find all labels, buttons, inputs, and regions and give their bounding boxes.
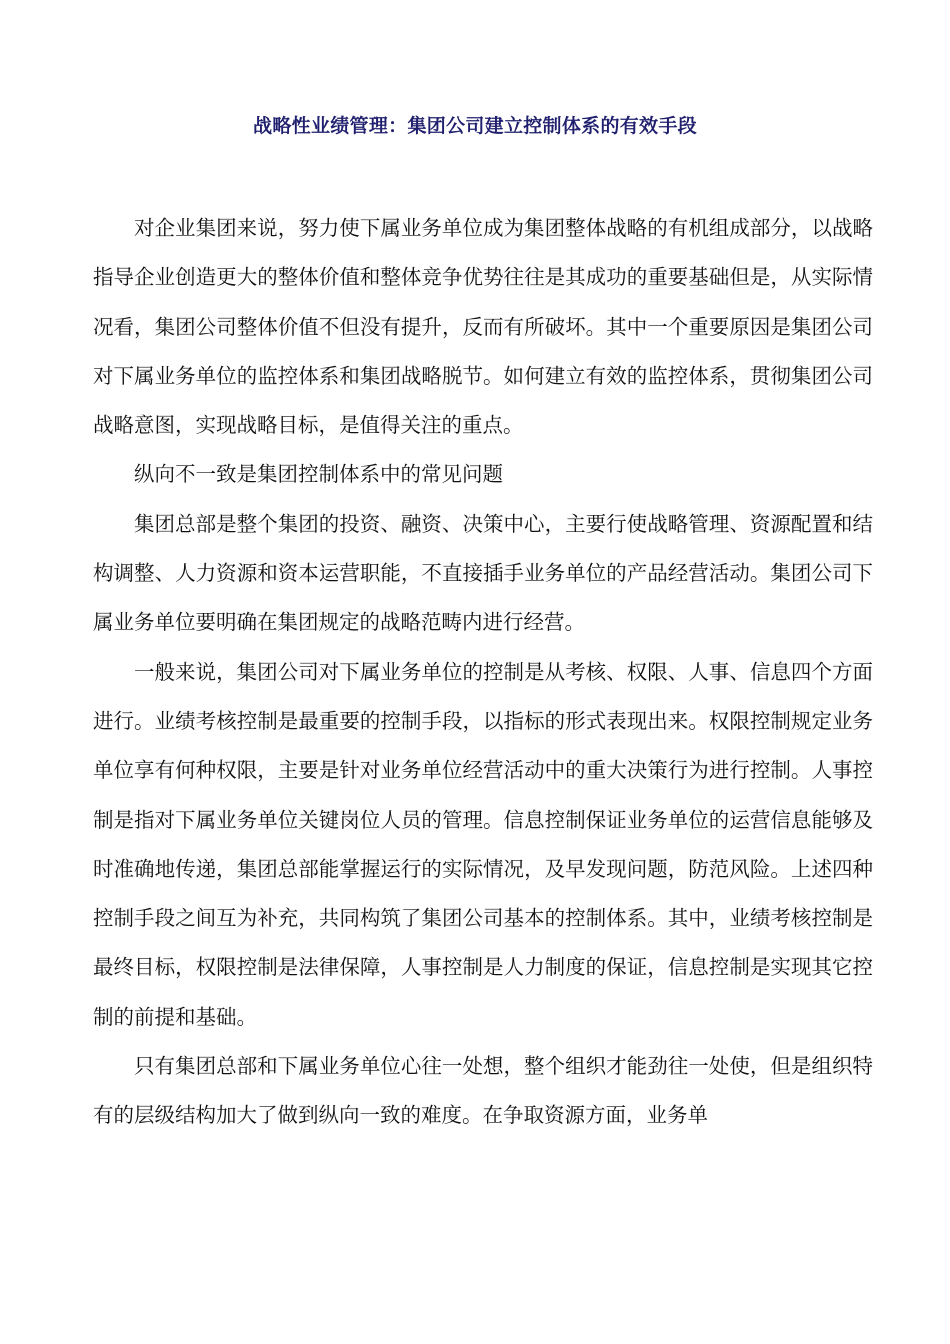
paragraph-subheading: 纵向不一致是集团控制体系中的常见问题 (134, 462, 503, 487)
document-body (93, 204, 873, 1141)
document-title: 战略性业绩管理：集团公司建立控制体系的有效手段 (253, 115, 697, 137)
paragraph-alignment: 只有集团总部和下属业务单位心往一处想，整个组织才能劲往一处使，但是组织特有的层级结构加大了做到纵向一致的难度。在争取资源方面，业务单 (93, 1054, 873, 1128)
paragraph-intro: 对企业集团来说，努力使下属业务单位成为集团整体战略的有机组成部分，以战略指导企业创造更大的整体价值和整体竞争优势往往是其成功的重要基础但是，从实际情况看，集团公司整体价值不但没有提升，反而有所破坏。其中一个重要原因是集团公司对下属业务单位的监控体系和集团战略脱节。如何建立有效的监控体系，贯彻集团公司战略意图，实现战略目标，是值得关注的重点。 (93, 216, 873, 438)
paragraph-control-methods: 一般来说，集团公司对下属业务单位的控制是从考核、权限、人事、信息四个方面进行。业绩考核控制是最重要的控制手段，以指标的形式表现出来。权限控制规定业务单位享有何种权限，主要是针对业务单位经营活动中的重大决策行为进行控制。人事控制是指对下属业务单位关键岗位人员的管理。信息控制保证业务单位的运营信息能够及时准确地传递，集团总部能掌握运行的实际情况，及早发现问题，防范风险。上述四种控制手段之间互为补充，共同构筑了集团公司基本的控制体系。其中，业绩考核控制是最终目标，权限控制是法律保障，人事控制是人力制度的保证，信息控制是实现其它控制的前提和基础。 (93, 659, 873, 1029)
paragraph-headquarters: 集团总部是整个集团的投资、融资、决策中心，主要行使战略管理、资源配置和结构调整、人力资源和资本运营职能，不直接插手业务单位的产品经营活动。集团公司下属业务单位要明确在集团规定的战略范畴内进行经营。 (93, 511, 873, 635)
